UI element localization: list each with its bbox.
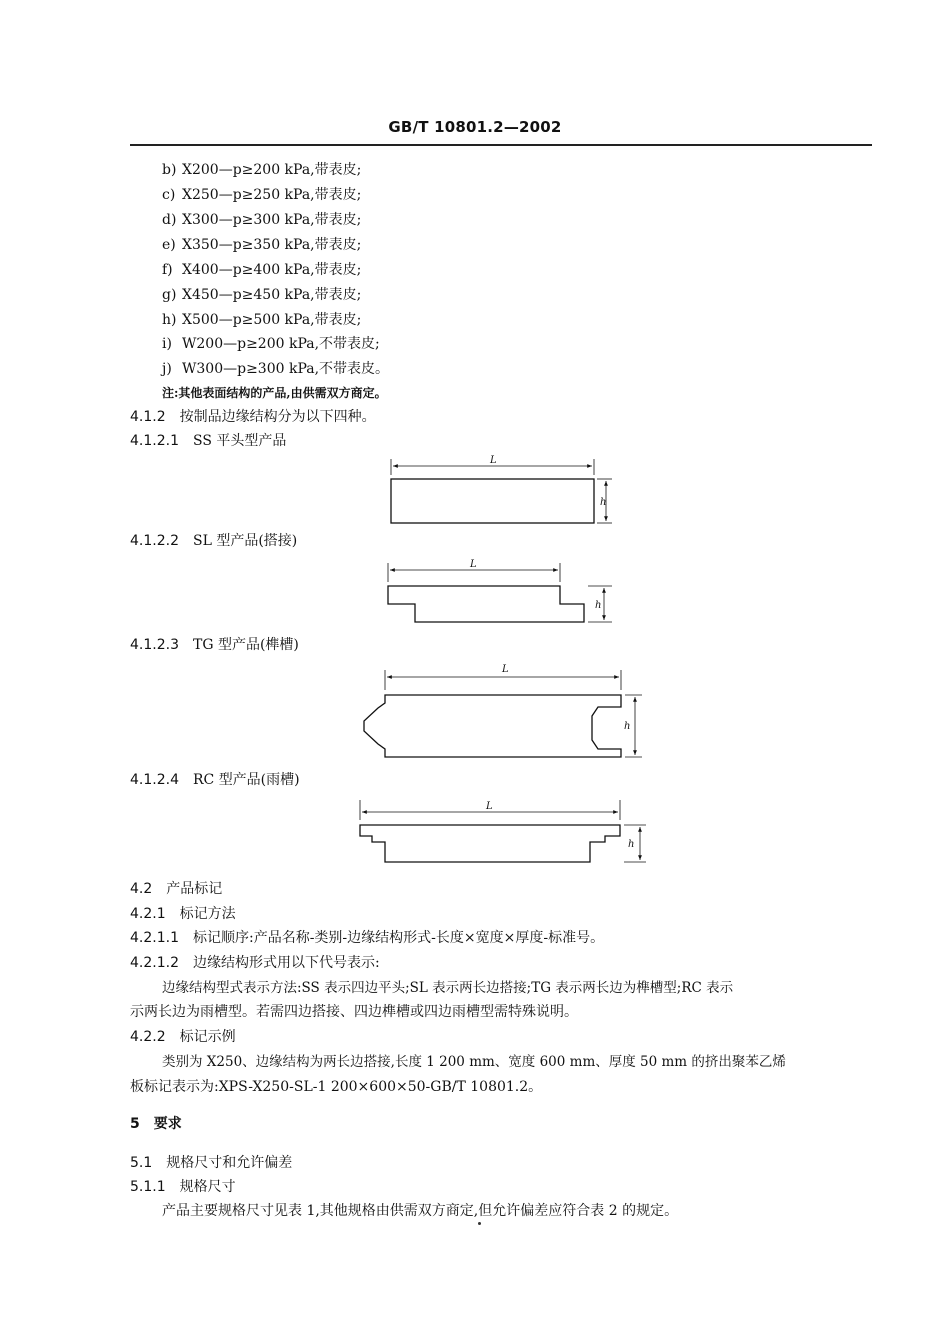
section-5: 5 要求 — [130, 1116, 182, 1132]
figure-caption-ss: 4.1.2.1 SS 平头型产品 — [130, 433, 287, 449]
rc-length-label: L — [486, 801, 493, 812]
paragraph-example-line1: 类别为 X250、边缘结构为两长边搭接,长度 1 200 mm、宽度 600 mm、厚度 50 mm 的挤出聚苯乙烯 — [162, 1054, 786, 1070]
figure-caption-rc: 4.1.2.4 RC 型产品(雨槽) — [130, 772, 300, 788]
section-5-1-1: 5.1.1 规格尺寸 — [130, 1179, 236, 1195]
paragraph-edge-codes-line2: 示两长边为雨槽型。若需四边搭接、四边榫槽或四边雨槽型需特殊说明。 — [130, 1004, 578, 1020]
section-4-2: 4.2 产品标记 — [130, 881, 223, 897]
list-item-d: d) X300—p≥300 kPa,带表皮; — [162, 212, 362, 228]
rc-profile-drawing — [360, 800, 646, 862]
list-item-f: f) X400—p≥400 kPa,带表皮; — [162, 262, 362, 278]
paragraph-size: 产品主要规格尺寸见表 1,其他规格由供需双方商定,但允许偏差应符合表 2 的规定。 — [162, 1203, 679, 1219]
section-4-2-1: 4.2.1 标记方法 — [130, 906, 236, 922]
paragraph-edge-codes-line1: 边缘结构型式表示方法:SS 表示四边平头;SL 表示两长边搭接;TG 表示两长边为榫槽型;RC 表示 — [162, 980, 734, 996]
list-item-g: g) X450—p≥450 kPa,带表皮; — [162, 287, 362, 303]
rc-height-label: h — [628, 839, 635, 850]
list-item-e: e) X350—p≥350 kPa,带表皮; — [162, 237, 362, 253]
paragraph-example-line2: 板标记表示为:XPS-X250-SL-1 200×600×50-GB/T 10801.2。 — [130, 1079, 543, 1095]
tg-length-label: L — [502, 664, 509, 675]
section-4-2-1-1: 4.2.1.1 标记顺序:产品名称-类别-边缘结构形式-长度×宽度×厚度-标准号。 — [130, 930, 605, 946]
section-4-2-1-2: 4.2.1.2 边缘结构形式用以下代号表示: — [130, 955, 380, 971]
ss-height-label: h — [600, 497, 607, 508]
sl-height-label: h — [595, 600, 602, 611]
note: 注:其他表面结构的产品,由供需双方商定。 — [162, 386, 387, 400]
section-5-1: 5.1 规格尺寸和允许偏差 — [130, 1155, 293, 1171]
section-4-2-2: 4.2.2 标记示例 — [130, 1029, 236, 1045]
list-item-j: j) W300—p≥300 kPa,不带表皮。 — [162, 361, 390, 377]
tg-profile-drawing — [364, 670, 642, 757]
list-item-h: h) X500—p≥500 kPa,带表皮; — [162, 312, 362, 328]
scan-speck — [478, 1222, 481, 1225]
list-item-i: i) W200—p≥200 kPa,不带表皮; — [162, 336, 380, 352]
section-4-1-2: 4.1.2 按制品边缘结构分为以下四种。 — [130, 409, 376, 425]
ss-length-label: L — [490, 455, 497, 466]
sl-profile-drawing — [388, 563, 612, 622]
page-header-standard-number: GB/T 10801.2—2002 — [388, 118, 562, 136]
tg-height-label: h — [624, 721, 631, 732]
list-item-c: c) X250—p≥250 kPa,带表皮; — [162, 187, 362, 203]
ss-profile-drawing — [391, 459, 612, 523]
sl-length-label: L — [470, 559, 477, 570]
figure-caption-tg: 4.1.2.3 TG 型产品(榫槽) — [130, 637, 299, 653]
list-item-b: b) X200—p≥200 kPa,带表皮; — [162, 162, 362, 178]
figure-caption-sl: 4.1.2.2 SL 型产品(搭接) — [130, 533, 298, 549]
